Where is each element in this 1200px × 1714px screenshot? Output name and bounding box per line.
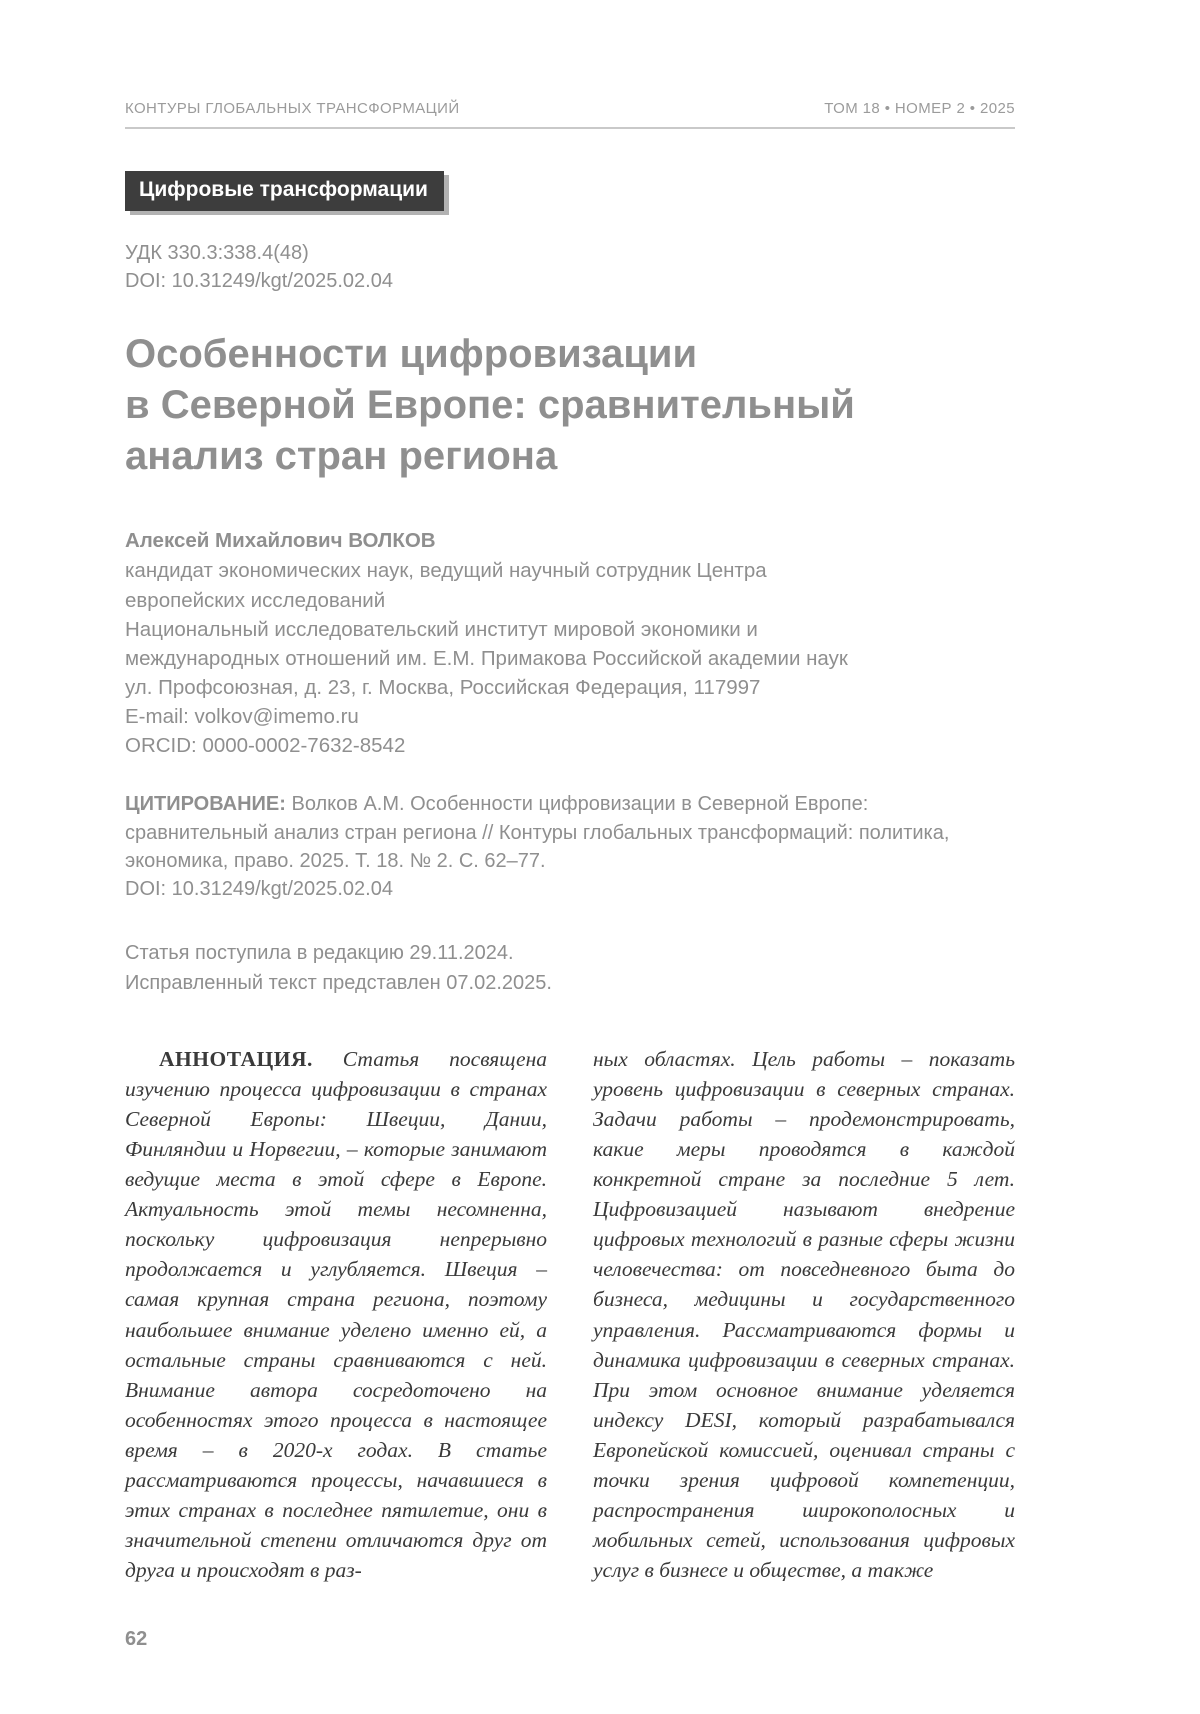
abstract-label: АННОТАЦИЯ. <box>159 1046 313 1071</box>
date-received: Статья поступила в редакцию 29.11.2024. <box>125 941 514 964</box>
page-number: 62 <box>125 1628 148 1650</box>
author-name: Алексей Михайлович ВОЛКОВ <box>125 529 436 553</box>
section-badge: Цифровые трансформации <box>125 171 444 211</box>
author-details: кандидат экономических наук, ведущий научный сотрудник Центра европейских исследований Национальный исследовательский институт мировой экономики и международных отношений им. Е.М. Примакова Российской академии наук ул. Профсоюзная, д. 23, г. Москва, Российская Федерация, 117997 E-mail: volkov@imemo.ru ORCID: 0000-0002-7632-8542 <box>125 559 848 758</box>
journal-name: КОНТУРЫ ГЛОБАЛЬНЫХ ТРАНСФОРМАЦИЙ <box>125 100 460 117</box>
doi-code: DOI: 10.31249/kgt/2025.02.04 <box>125 270 393 292</box>
header-rule <box>125 127 1015 129</box>
running-header <box>125 100 1015 117</box>
citation-block <box>125 790 1015 875</box>
abstract-column-1 <box>125 1044 547 1586</box>
issue-info: ТОМ 18 • НОМЕР 2 • 2025 <box>824 100 1015 117</box>
abstract-text-1: Статья посвящена изучению процесса цифровизации в странах Северной Европы: Швеции, Дании, Финляндии и Норвегии, – которые занимают ведущие места в этой сфере в Европе. Актуальность этой темы несомненна, поскольку цифровизация непрерывно продолжается и углубляется. Швеция – самая крупная страна региона, поэтому наибольшее внимание уделено именно ей, а остальные страны сравниваются с ней. Внимание автора сосредоточено на особенностях этого процесса в настоящее время – в 2020-х годах. В статье рассматриваются процессы, начавшиеся в этих странах в последнее пятилетие, они в значительной степени отличаются друг от друга и происходят в раз- <box>125 1046 547 1583</box>
date-revised: Исправленный текст представлен 07.02.2025. <box>125 971 552 994</box>
abstract-section <box>125 1044 1015 1586</box>
citation-label: ЦИТИРОВАНИЕ: <box>125 793 286 816</box>
article-meta <box>125 239 1015 295</box>
citation-text: Волков А.М. Особенности цифровизации в Северной Европе: сравнительный анализ стран региона // Контуры глобальных трансформаций: политика, экономика, право. 2025. Т. 18. № 2. С. 62–77. <box>125 793 950 872</box>
article-title: Особенности цифровизации в Северной Европе: сравнительный анализ стран региона <box>125 332 855 478</box>
author-block <box>125 529 1015 760</box>
abstract-column-2: ных областях. Цель работы – показать уровень цифровизации в северных странах. Задачи работы – продемонстрировать, какие меры проводятся в каждой конкретной стране за последние 5 лет. Цифровизацией называют внедрение цифровых технологий в разные сферы жизни человечества: от повседневного быта до бизнеса, медицины и государственного управления. Рассматриваются формы и динамика цифровизации в северных странах. При этом основное внимание уделяется индексу DESI, который разрабатывался Европейской комиссией, оценивал страны с точки зрения цифровой компетенции, распространения широкополосных и мобильных сетей, использования цифровых услуг в бизнесе и обществе, а также <box>593 1046 1015 1583</box>
citation-doi: DOI: 10.31249/kgt/2025.02.04 <box>125 878 393 901</box>
article-dates <box>125 938 1015 998</box>
udc-code: УДК 330.3:338.4(48) <box>125 242 309 264</box>
